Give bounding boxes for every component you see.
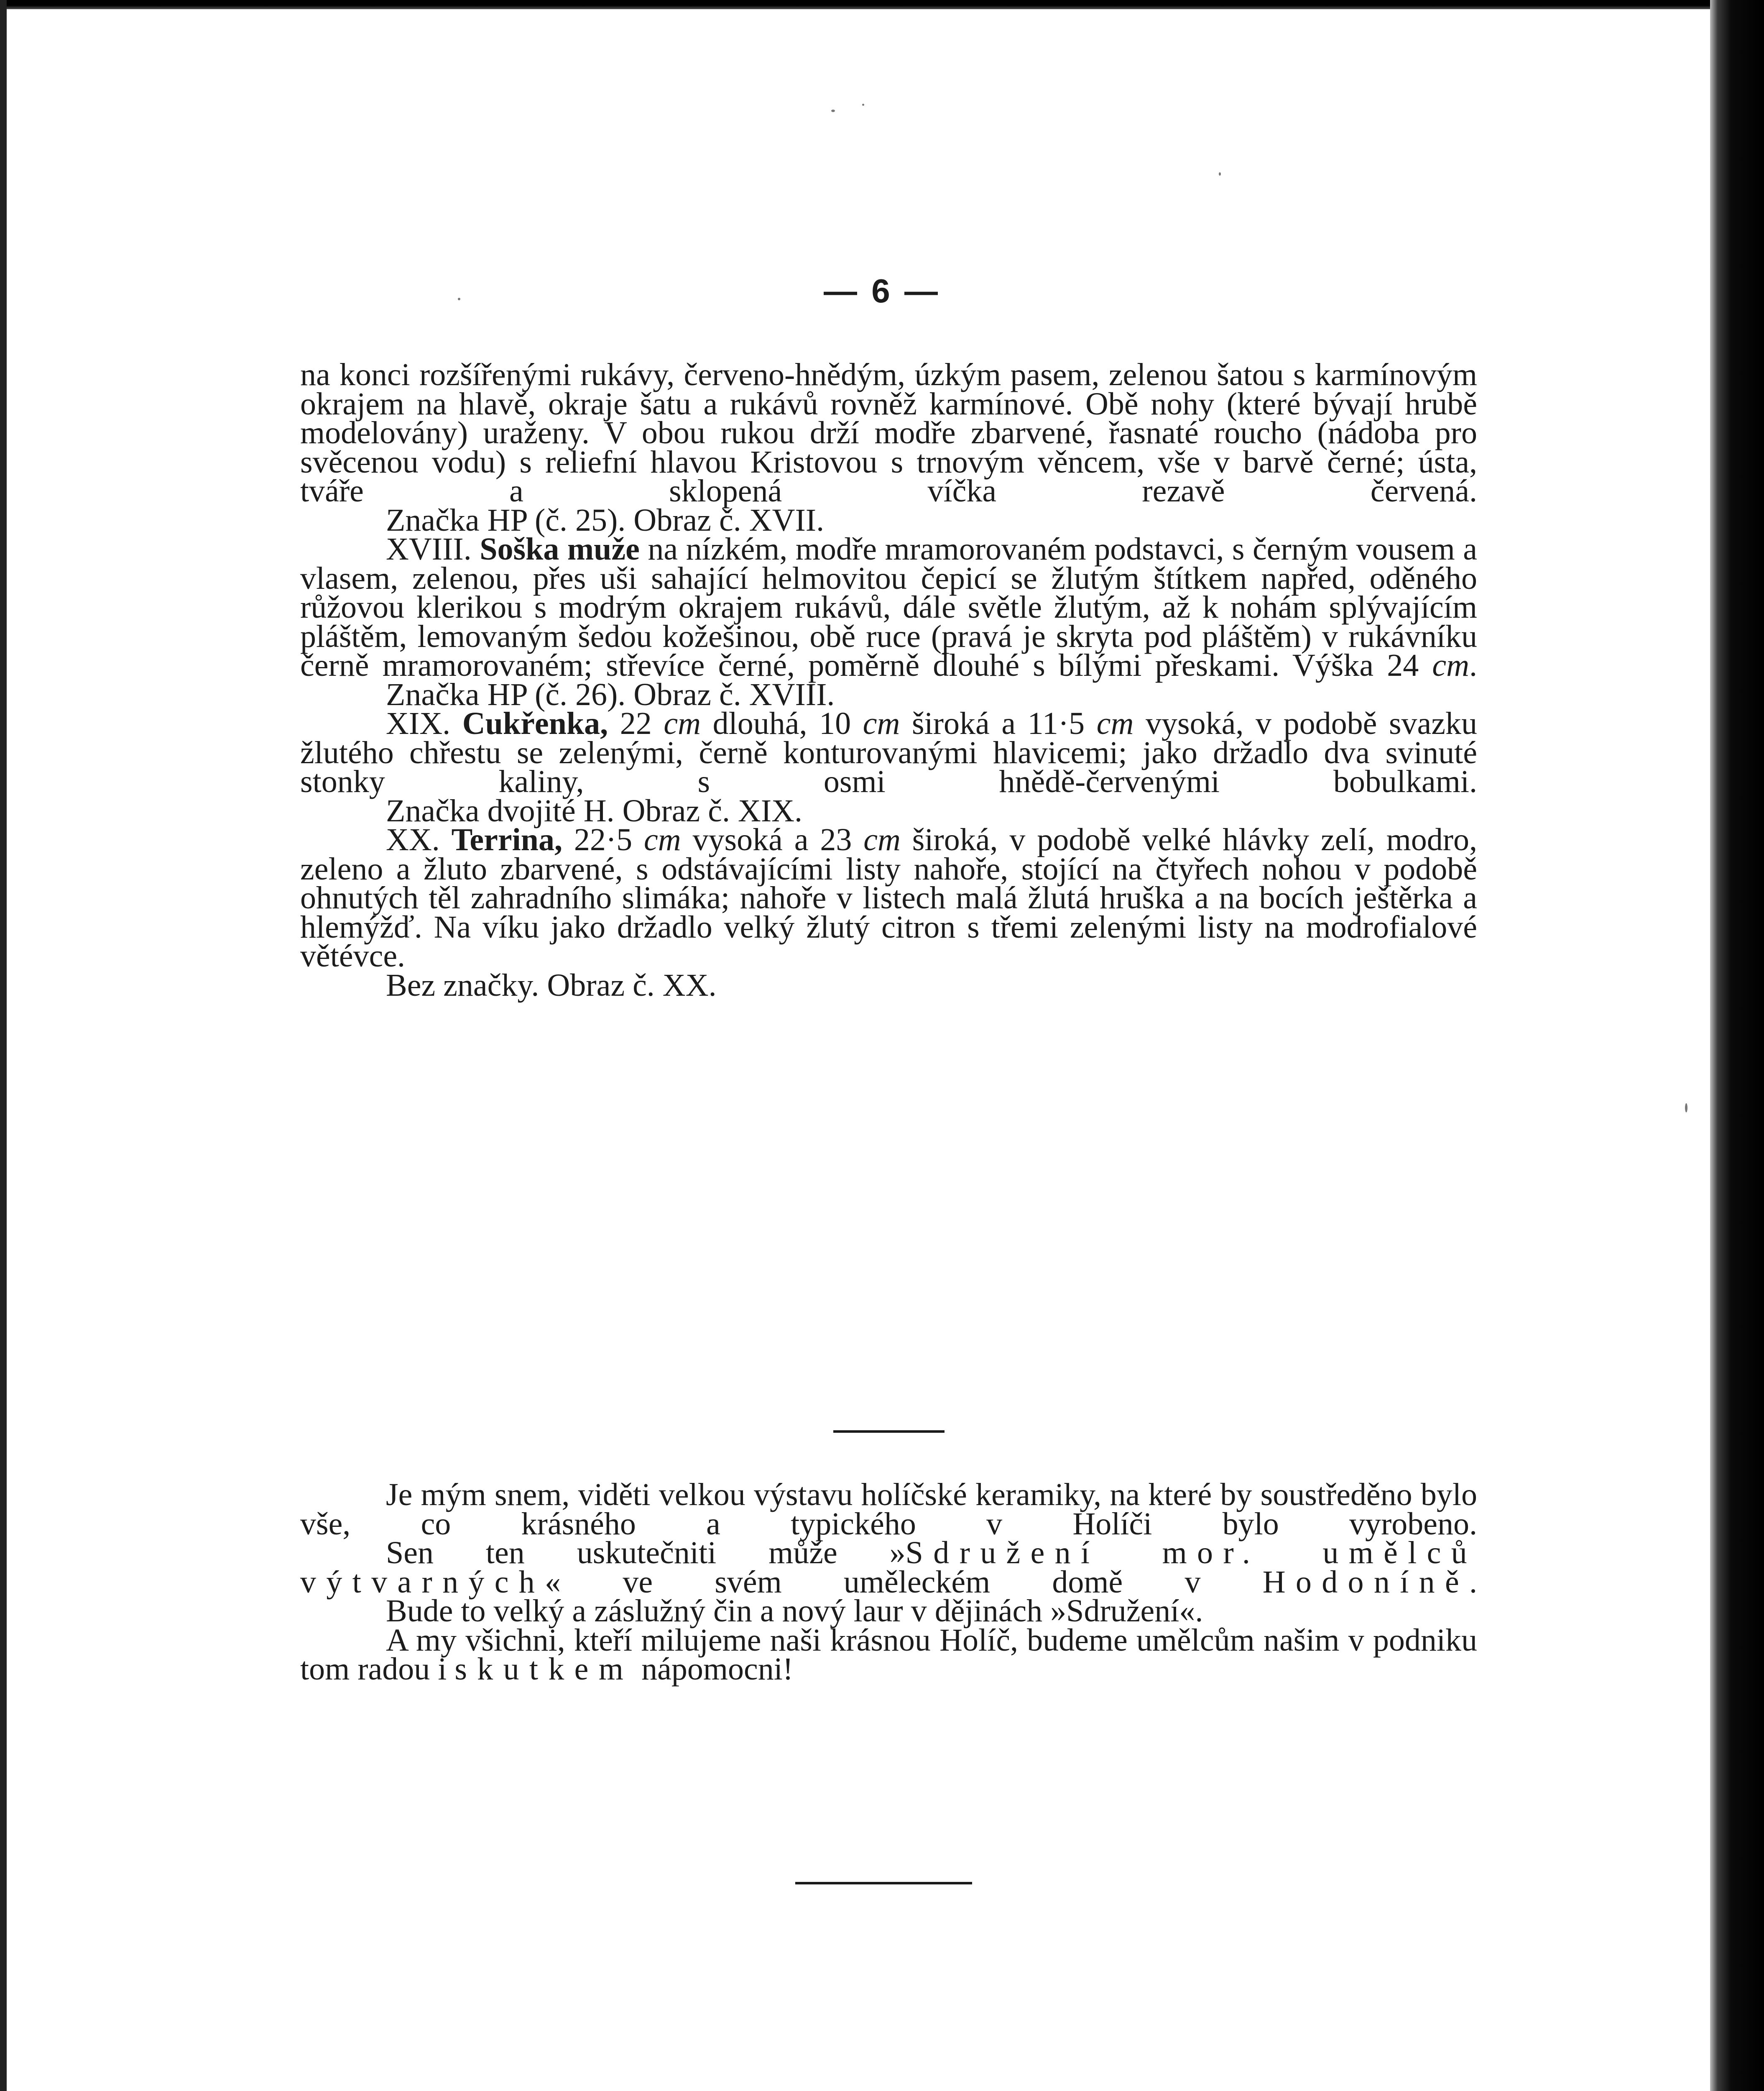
catalog-entry-xix	[300, 706, 1477, 799]
spaced-text: Sdružení mor. umělců výtvarných	[300, 1535, 1477, 1600]
entry-number: XX.	[386, 822, 452, 857]
unit: cm	[863, 822, 901, 857]
scan-speck	[862, 104, 864, 106]
end-divider	[795, 1882, 972, 1884]
text-run: .	[1469, 1564, 1477, 1600]
paragraph: Bez značky. Obraz č. XX.	[386, 967, 717, 1003]
closing-remarks	[300, 1477, 1477, 1687]
paragraph: Značka dvojité H. Obraz č. XIX.	[386, 793, 803, 828]
entry-text: široká a 11·5	[900, 706, 1097, 741]
section-divider	[833, 1430, 945, 1433]
catalog-entries	[300, 357, 1478, 1003]
scan-edge-left	[0, 0, 7, 2091]
paragraph: na konci rozšířenými rukávy, červeno-hnědým, úzkým pasem, zelenou šatou s karmínovým okrajem na hlavě, okraje šatu a rukávů rovněž karmínové. Obě nohy (které bývají hrubě modelovány) uraženy. V obou rukou drží modře zbarvené, řasnaté roucho (nádoba pro svěcenou vodu) s reliefní hlavou Kristovou s trnovým věncem, vše v barvě černé; ústa, tváře a sklopená víčka rezavě červená.	[300, 357, 1477, 509]
text-run: « ve svém uměleckém domě v	[545, 1564, 1263, 1600]
unit: cm	[1096, 706, 1134, 741]
scan-speck	[831, 110, 835, 112]
entry-number: XVIII.	[386, 532, 480, 567]
entry-number: XIX.	[386, 706, 462, 741]
text-run: Sen ten uskutečniti může »	[386, 1535, 906, 1570]
scan-speck	[1219, 172, 1221, 176]
spaced-text: skutkem	[454, 1651, 634, 1687]
entry-text: 22·5	[562, 822, 644, 857]
unit: cm	[863, 706, 900, 741]
unit: cm	[1432, 648, 1469, 683]
text-run: A my všichni, kteří milujeme naši krásnou Holíč, budeme umělcům našim v podniku tom radou i	[300, 1622, 1477, 1687]
entry-text: vysoká, v podobě svazku žlutého chřestu se zelenými, černě konturovanými hlavicemi; jako držadlo dva svinuté stonky kaliny, s osmi hnědě-červenými bobulkami.	[300, 706, 1477, 799]
entry-title: Cukřenka,	[462, 706, 608, 741]
unit: cm	[664, 706, 701, 741]
entry-text: 22	[608, 706, 664, 741]
unit: cm	[644, 822, 681, 857]
paragraph: Je mým snem, viděti velkou výstavu holíčské keramiky, na které by soustředěno bylo vše, co krásného a typického v Holíči bylo vyrobeno.	[300, 1477, 1477, 1541]
paragraph	[300, 1622, 1477, 1687]
paragraph: Bude to velký a záslužný čin a nový laur v dějinách »Sdružení«.	[386, 1593, 1203, 1628]
scan-edge-top	[0, 0, 1764, 9]
entry-text: na nízkém, modře mramorovaném podstavci, s černým vousem a vlasem, zelenou, přes uši sahající helmovitou čepicí se žlutým štítkem napřed, oděného růžovou klerikou s modrým okrajem rukávů, dále světle žlutým, až k nohám splývajícím pláštěm, lemovaným šedou kožešinou, obě ruce (pravá je skryta pod pláštěm) v rukávníku černě mramorovaném; střevíce černé, poměrně dlouhé s bílými přeskami. Výška 24	[300, 532, 1477, 683]
page-number: — 6 —	[824, 272, 940, 309]
entry-text: široká, v podobě velké hlávky zelí, modro, zeleno a žluto zbarvené, s odstávajícími listy nahoře, stojící na čtyřech nohou v podobě ohnutých těl zahradního slimáka; nahoře v listech malá žlutá hruška a na bocích ještěrka a hlemýžď. Na víku jako držadlo velký žlutý citron s třemi zelenými listy na modrofialové větévce.	[300, 822, 1478, 974]
entry-title: Soška muže	[480, 532, 640, 567]
paragraph: Značka HP (č. 25). Obraz č. XVII.	[386, 502, 825, 538]
paragraph: Značka HP (č. 26). Obraz č. XVIII.	[386, 677, 835, 712]
text-run: nápomocni!	[633, 1651, 794, 1687]
entry-text: .	[1469, 648, 1477, 683]
scan-speck	[1685, 1103, 1687, 1112]
entry-title: Terrina,	[451, 822, 562, 857]
catalog-entry-xviii	[300, 532, 1477, 683]
spaced-text: Hodoníně	[1262, 1564, 1469, 1600]
entry-text: dlouhá, 10	[701, 706, 863, 741]
paragraph	[300, 1535, 1477, 1600]
entry-text: vysoká a 23	[681, 822, 864, 857]
catalog-entry-xx	[300, 822, 1478, 974]
scan-edge-right	[1710, 0, 1764, 2091]
